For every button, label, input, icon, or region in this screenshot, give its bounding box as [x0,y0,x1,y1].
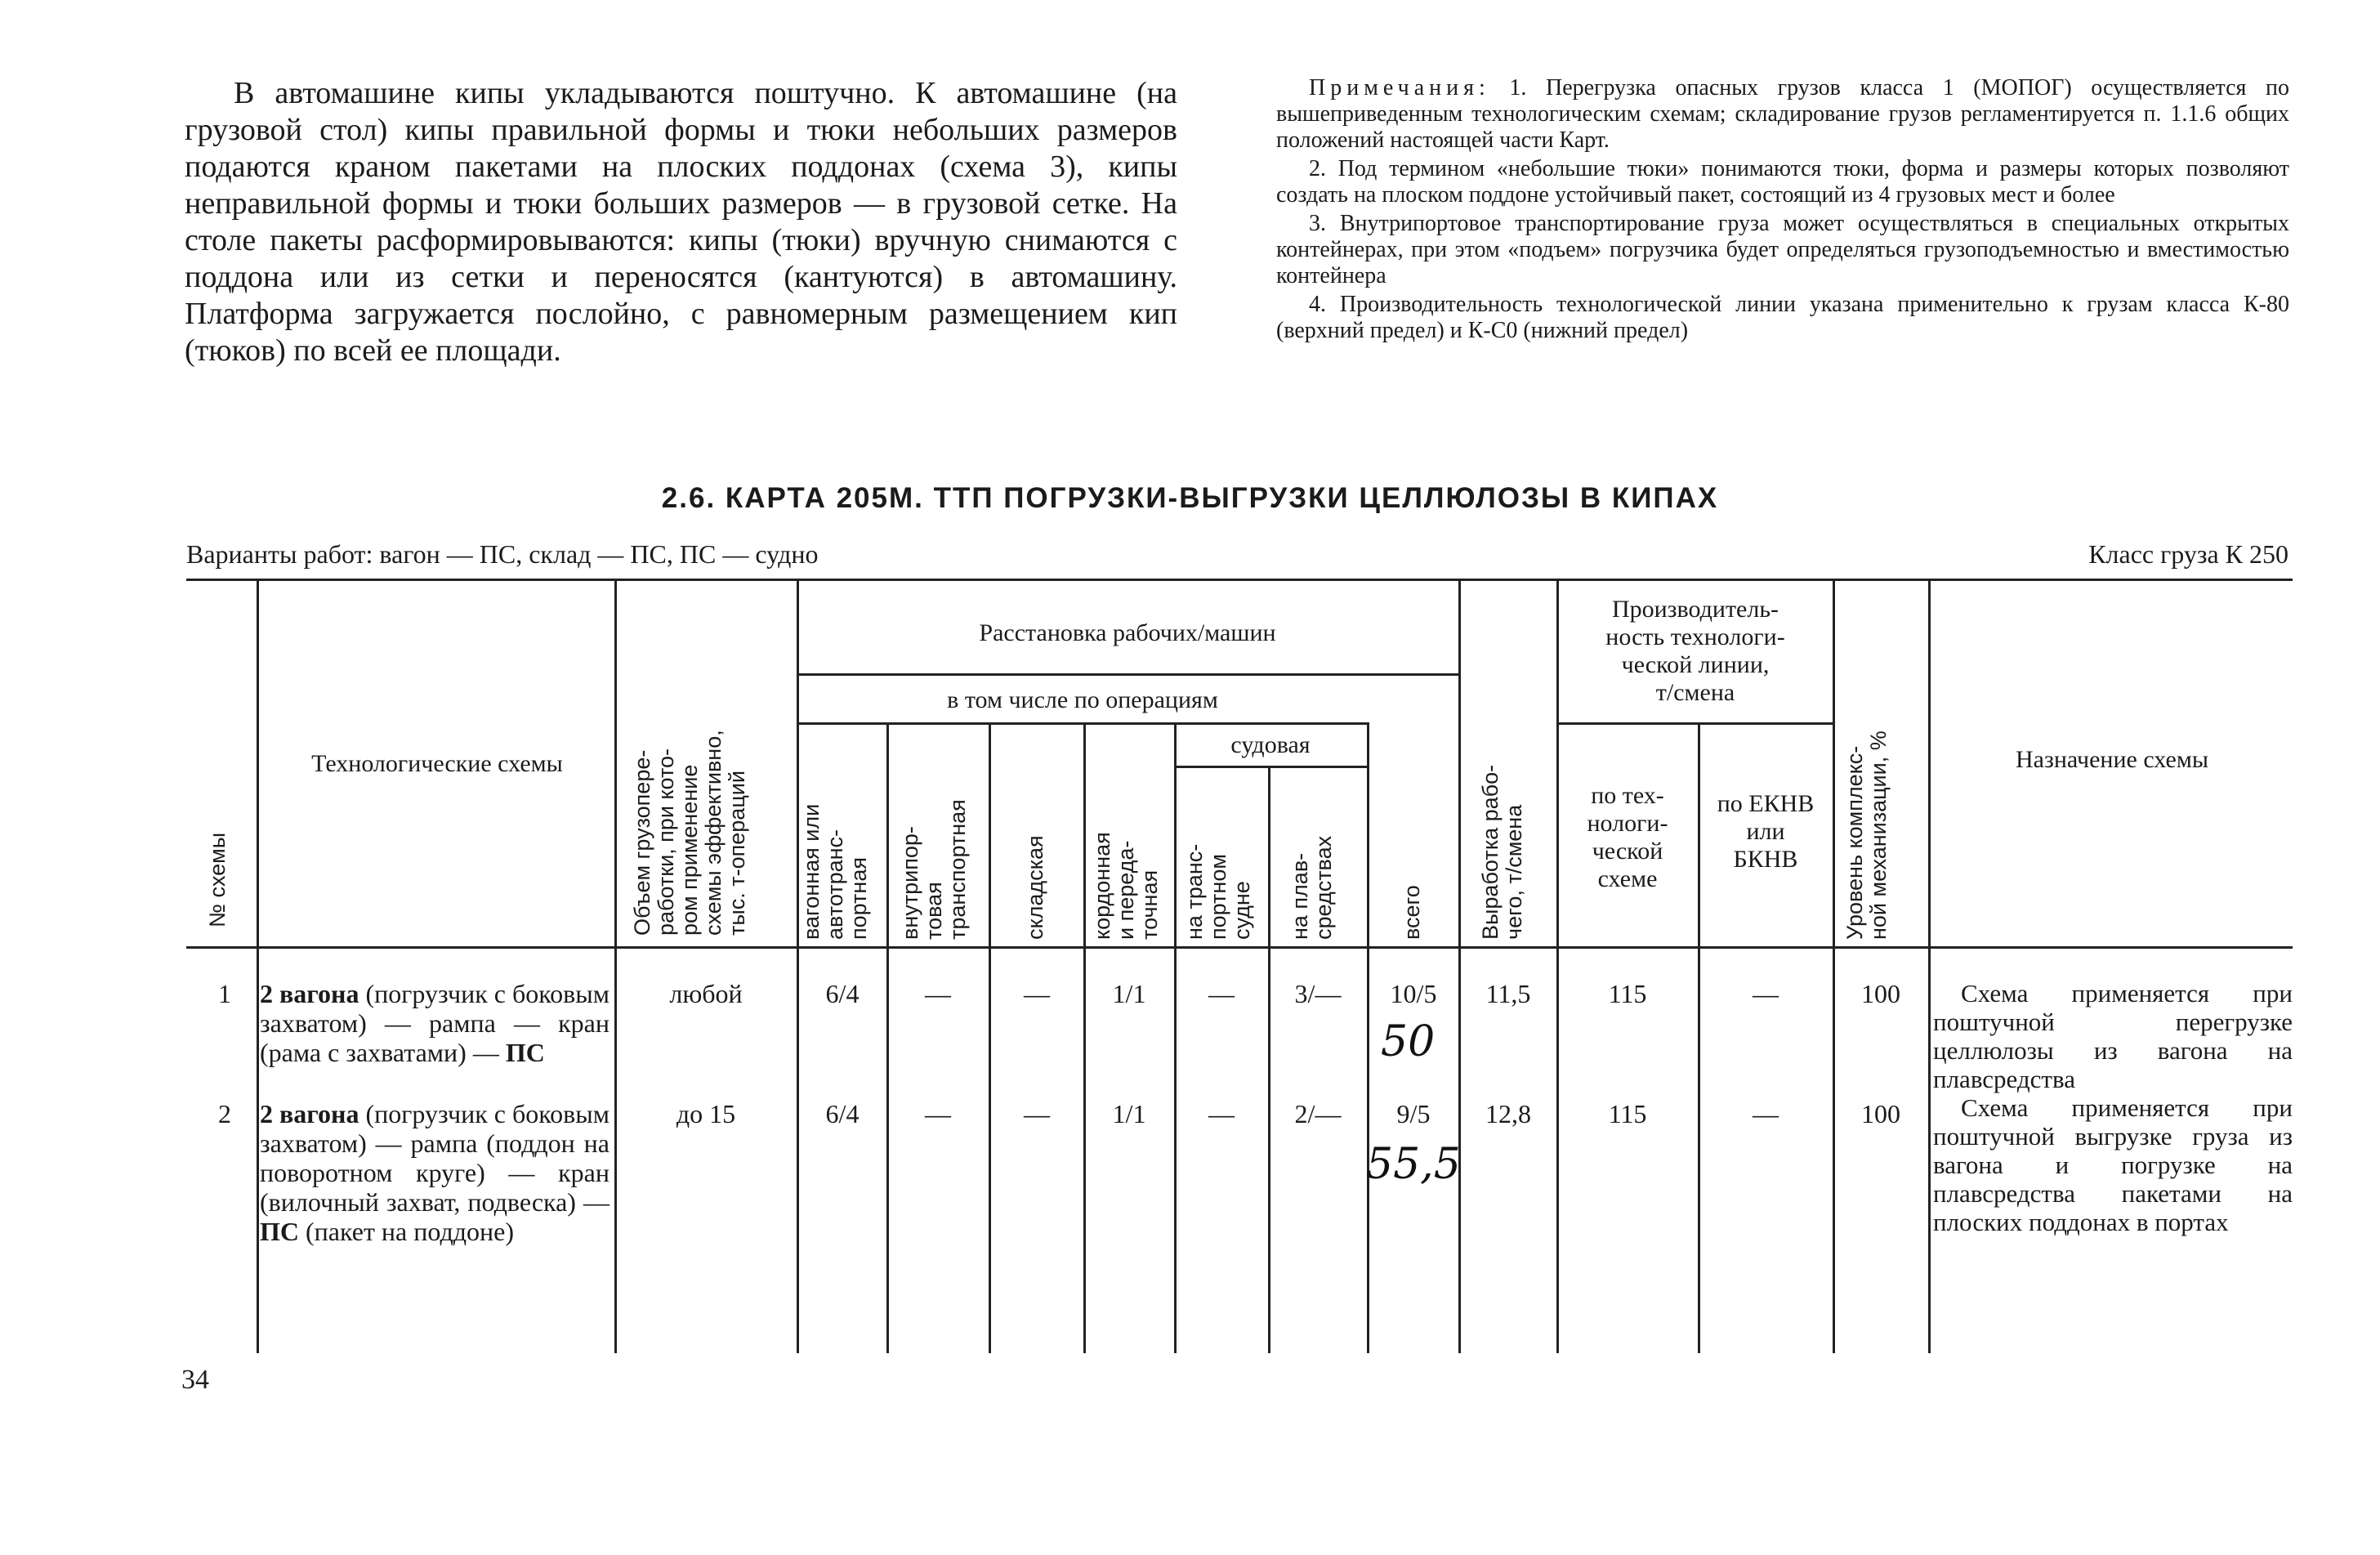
row1-ship-transport: — [1208,979,1235,1008]
row2-tech [260,1099,610,1246]
col-line-2 [614,579,617,1353]
incl-sub-rule [797,722,1367,725]
row2-handwritten-value: 55,5 [1366,1140,1461,1189]
note-1 [1276,75,2289,154]
row1-output: 11,5 [1485,979,1531,1008]
row2-output: 12,8 [1485,1099,1531,1128]
row2-mechanization: 100 [1861,1099,1900,1128]
header-mechanization: Уровень комплекс- ной механизации, % [1842,731,1891,940]
row2-total: 9/5 [1396,1099,1431,1128]
row2-purpose: Схема применяется при поштучной выгрузке груза из вагона и погрузке на плавсредства пакетами на плоских поддонах в портах [1933,1093,2293,1236]
header-bottom-rule [186,946,2293,949]
row1-volume: любой [669,979,743,1008]
header-volume: Объем грузопере- работки, при кото- ром применение схемы эффективно, тыс. т-операций [630,730,749,936]
intro-paragraph [185,75,1177,369]
header-incl: в том числе по операциям [947,686,1218,713]
header-ship-floating: на плав- средствах [1288,835,1336,940]
col-line-13 [1833,579,1835,1353]
header-wagon: вагонная или автотранс- портная [799,803,871,940]
header-scheme-no: № схемы [205,832,230,927]
header-intraport: внутрипор- товая транспортная [898,799,970,940]
row1-purpose: Схема применяется при поштучной перегрузке целлюлозы из вагона на плавсредства [1933,979,2293,1093]
header-output: Выработка рабо- чего, т/смена [1478,764,1526,940]
row1-cordon: 1/1 [1112,979,1146,1008]
row1-total: 10/5 [1390,979,1437,1008]
col-line-1 [257,579,259,1353]
header-ship-transport: на транс- портном судне [1182,843,1254,940]
row2-tech-tail: (пакет на поддоне) [299,1217,514,1246]
row1-intraport: — [925,979,951,1008]
intro-text: В автомашине кипы укладываются поштучно. К автомашине (на грузовой стол) кипы правильной формы и тюки небольших размеров подаются краном пакетами на плоских поддонах (схема 3), кипы неправильной формы и тюки больших размеров — в грузовой сетке. На столе пакеты расформировываются: кипы (тюки) вручную снимаются с поддона или из сетки и переносятся (кантуются) в автомашину. Платформа загружается послойно, с равномерным размещением кип (тюков) по всей ее площади. [185,76,1177,368]
header-prod-ekniv: по ЕКНВ или БКНВ [1717,790,1815,873]
header-total: всего [1400,885,1424,940]
row2-intraport: — [925,1099,951,1128]
col-line-3 [797,579,799,1353]
row2-tech-bold: 2 вагона [260,1099,359,1128]
table-top-rule [186,579,2293,581]
row2-tech-rest: (погрузчик с боковым захватом) — рампа (поддон на поворотном круге) — кран (вилочный захват, подвеска) — [260,1099,610,1217]
header-ship-group: судовая [1230,731,1311,758]
row2-wagon: 6/4 [825,1099,860,1128]
col-line-7 [1174,722,1177,1353]
card-title: 2.6. КАРТА 205М. ТТП ПОГРУЗКИ-ВЫГРУЗКИ ЦЕЛЛЮЛОЗЫ В КИПАХ [661,482,1719,514]
note-3: 3. Внутрипортовое транспортирование груза может осуществляться в специальных открытых контейнерах, при этом «подъем» погрузчика будет определяться грузоподъемностью и вместимостью контейнера [1276,211,2289,288]
note-2: 2. Под термином «небольшие тюки» понимаются тюки, форма и размеры которых позволяют создать на плоском поддоне устойчивый пакет, состоящий из 4 грузовых мест и более [1276,156,2289,208]
header-tech: Технологические схемы [311,750,563,777]
note-1-text: 1. Перегрузка опасных грузов класса 1 (МОПОГ) осуществляется по вышеприведенным технологическим схемам; складирование грузов регламентируется п. 1.1.6 общих положений настоящей части Карт. [1276,75,2289,153]
row1-no: 1 [218,979,231,1008]
col-line-5 [989,722,991,1353]
header-productivity: Производитель- ность технологи- ческой линии, т/смена [1605,596,1785,706]
row1-tech-rest: (погрузчик с боковым захватом) — рампа — кран (рама с захватами) — [260,979,610,1067]
cargo-class: Класс груза К 250 [2088,539,2288,569]
row2-ship-floating: 2/— [1294,1099,1342,1128]
prod-sub-rule [1556,722,1833,725]
row1-wagon: 6/4 [825,979,860,1008]
col-line-8 [1268,766,1270,1353]
row1-mechanization: 100 [1861,979,1900,1008]
row1-handwritten-value: 50 [1381,1017,1436,1066]
notes-label: Примечания: [1309,75,1490,101]
row2-ship-transport: — [1208,1099,1235,1128]
header-placement: Расстановка рабочих/машин [979,619,1276,646]
row1-tech-end: ПС [505,1038,545,1067]
header-purpose: Назначение схемы [2016,746,2208,773]
ship-sub-rule [1174,766,1367,768]
col-line-10 [1458,579,1461,1353]
row2-prod-ekniv: — [1753,1099,1779,1128]
notes-block [1276,75,2289,346]
col-line-14 [1928,579,1931,1353]
header-prod-scheme: по тех- нологи- ческой схеме [1587,782,1668,892]
header-cordon: кордонная и переда- точная [1090,832,1162,940]
col-line-4 [886,722,889,1353]
note-4: 4. Производительность технологической линии указана применительно к грузам класса К-80 (верхний предел) и К-С0 (нижний предел) [1276,292,2289,343]
page-number: 34 [181,1365,209,1395]
work-variants: Варианты работ: вагон — ПС, склад — ПС, ПС — судно [186,539,819,569]
row1-tech-bold: 2 вагона [260,979,359,1008]
row1-ship-floating: 3/— [1294,979,1342,1008]
row2-tech-end: ПС [260,1217,299,1246]
row2-prod-scheme: 115 [1608,1099,1647,1128]
header-warehouse: складская [1023,835,1047,940]
row1-prod-scheme: 115 [1608,979,1647,1008]
col-line-9 [1367,722,1369,1353]
row1-prod-ekniv: — [1753,979,1779,1008]
row2-no: 2 [218,1099,231,1128]
row2-volume: до 15 [676,1099,736,1128]
col-line-6 [1083,722,1086,1353]
placement-sub-rule [797,673,1458,676]
row1-warehouse: — [1024,979,1050,1008]
row2-warehouse: — [1024,1099,1050,1128]
row1-tech [260,979,610,1067]
row2-cordon: 1/1 [1112,1099,1146,1128]
